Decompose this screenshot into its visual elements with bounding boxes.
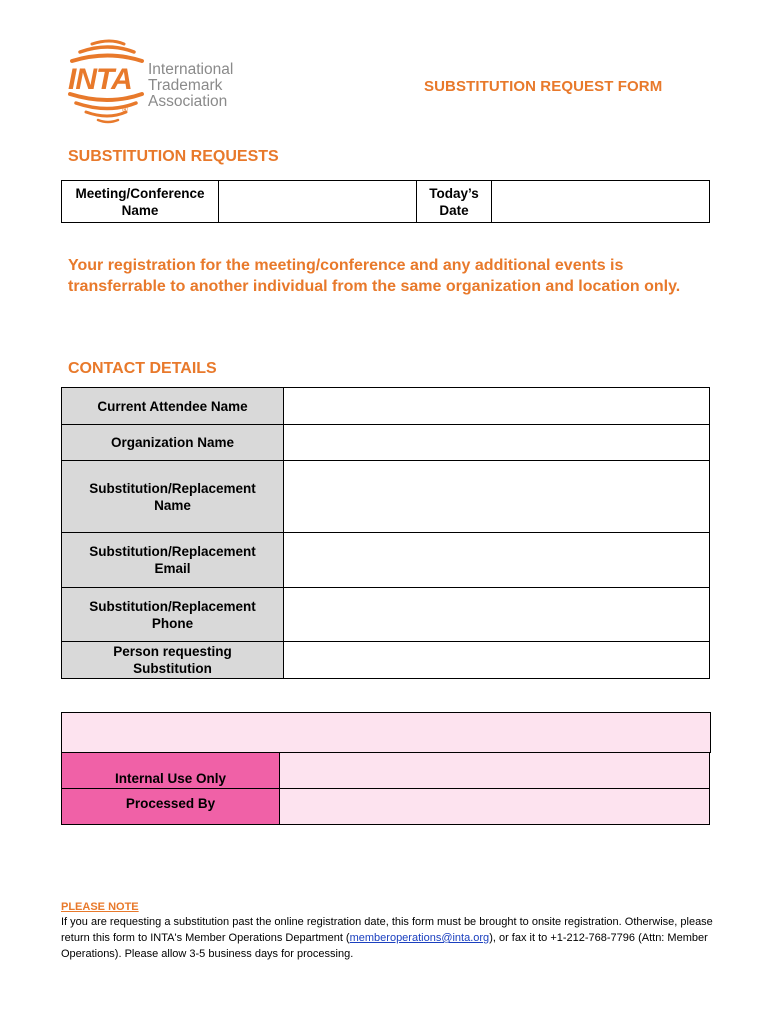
organization-name-field[interactable] (284, 425, 710, 461)
registered-mark: ® (122, 105, 128, 114)
logo-wordmark: INTA (68, 63, 132, 96)
internal-use-only-label: Internal Use Only (62, 753, 280, 789)
contact-row (62, 588, 710, 642)
contact-details-table (61, 387, 710, 679)
person-requesting-field[interactable] (284, 642, 710, 679)
person-requesting-label: Person requesting Substitution (62, 642, 284, 679)
contact-details-heading: CONTACT DETAILS (68, 360, 217, 377)
replacement-name-label: Substitution/Replacement Name (62, 461, 284, 533)
meeting-name-label: Meeting/Conference Name (62, 181, 219, 223)
replacement-email-field[interactable] (284, 533, 710, 588)
current-attendee-name-field[interactable] (284, 388, 710, 425)
please-note-title: PLEASE NOTE (61, 901, 139, 913)
todays-date-field[interactable] (492, 181, 710, 223)
replacement-phone-field[interactable] (284, 588, 710, 642)
transfer-notice: Your registration for the meeting/conference and any additional events is transferrable to another individual from the same organization and location only. (68, 257, 681, 295)
internal-use-only-field[interactable] (280, 753, 710, 789)
todays-date-label: Today’s Date (417, 181, 492, 223)
contact-row (62, 642, 710, 679)
organization-name-label: Organization Name (62, 425, 284, 461)
current-attendee-name-label: Current Attendee Name (62, 388, 284, 425)
meeting-name-field[interactable] (219, 181, 417, 223)
form-title: SUBSTITUTION REQUEST FORM (424, 78, 663, 95)
replacement-email-label: Substitution/Replacement Email (62, 533, 284, 588)
inta-logo (62, 36, 252, 132)
internal-use-table (61, 752, 710, 825)
member-operations-email-link[interactable]: memberoperations@inta.org (349, 932, 490, 944)
contact-row (62, 533, 710, 588)
processed-by-field[interactable] (280, 789, 710, 825)
replacement-name-field[interactable] (284, 461, 710, 533)
please-note-text: If you are requesting a substitution past the online registration date, this form must be brought to onsite registration. Otherwise, please return this form to INTA's Member Operations Department (memberoperations@inta.org), or fax it to +1-212-768-7796 (Attn: Member Operations). Please allow 3-5 business days for processing. (61, 916, 713, 960)
processed-by-label: Processed By (62, 789, 280, 825)
internal-use-band (61, 712, 711, 753)
contact-row (62, 388, 710, 425)
contact-row (62, 425, 710, 461)
substitution-request-table (61, 180, 710, 223)
logo-organization-name: International Trademark Association (148, 61, 234, 110)
replacement-phone-label: Substitution/Replacement Phone (62, 588, 284, 642)
contact-row (62, 461, 710, 533)
substitution-requests-heading: SUBSTITUTION REQUESTS (68, 148, 279, 165)
